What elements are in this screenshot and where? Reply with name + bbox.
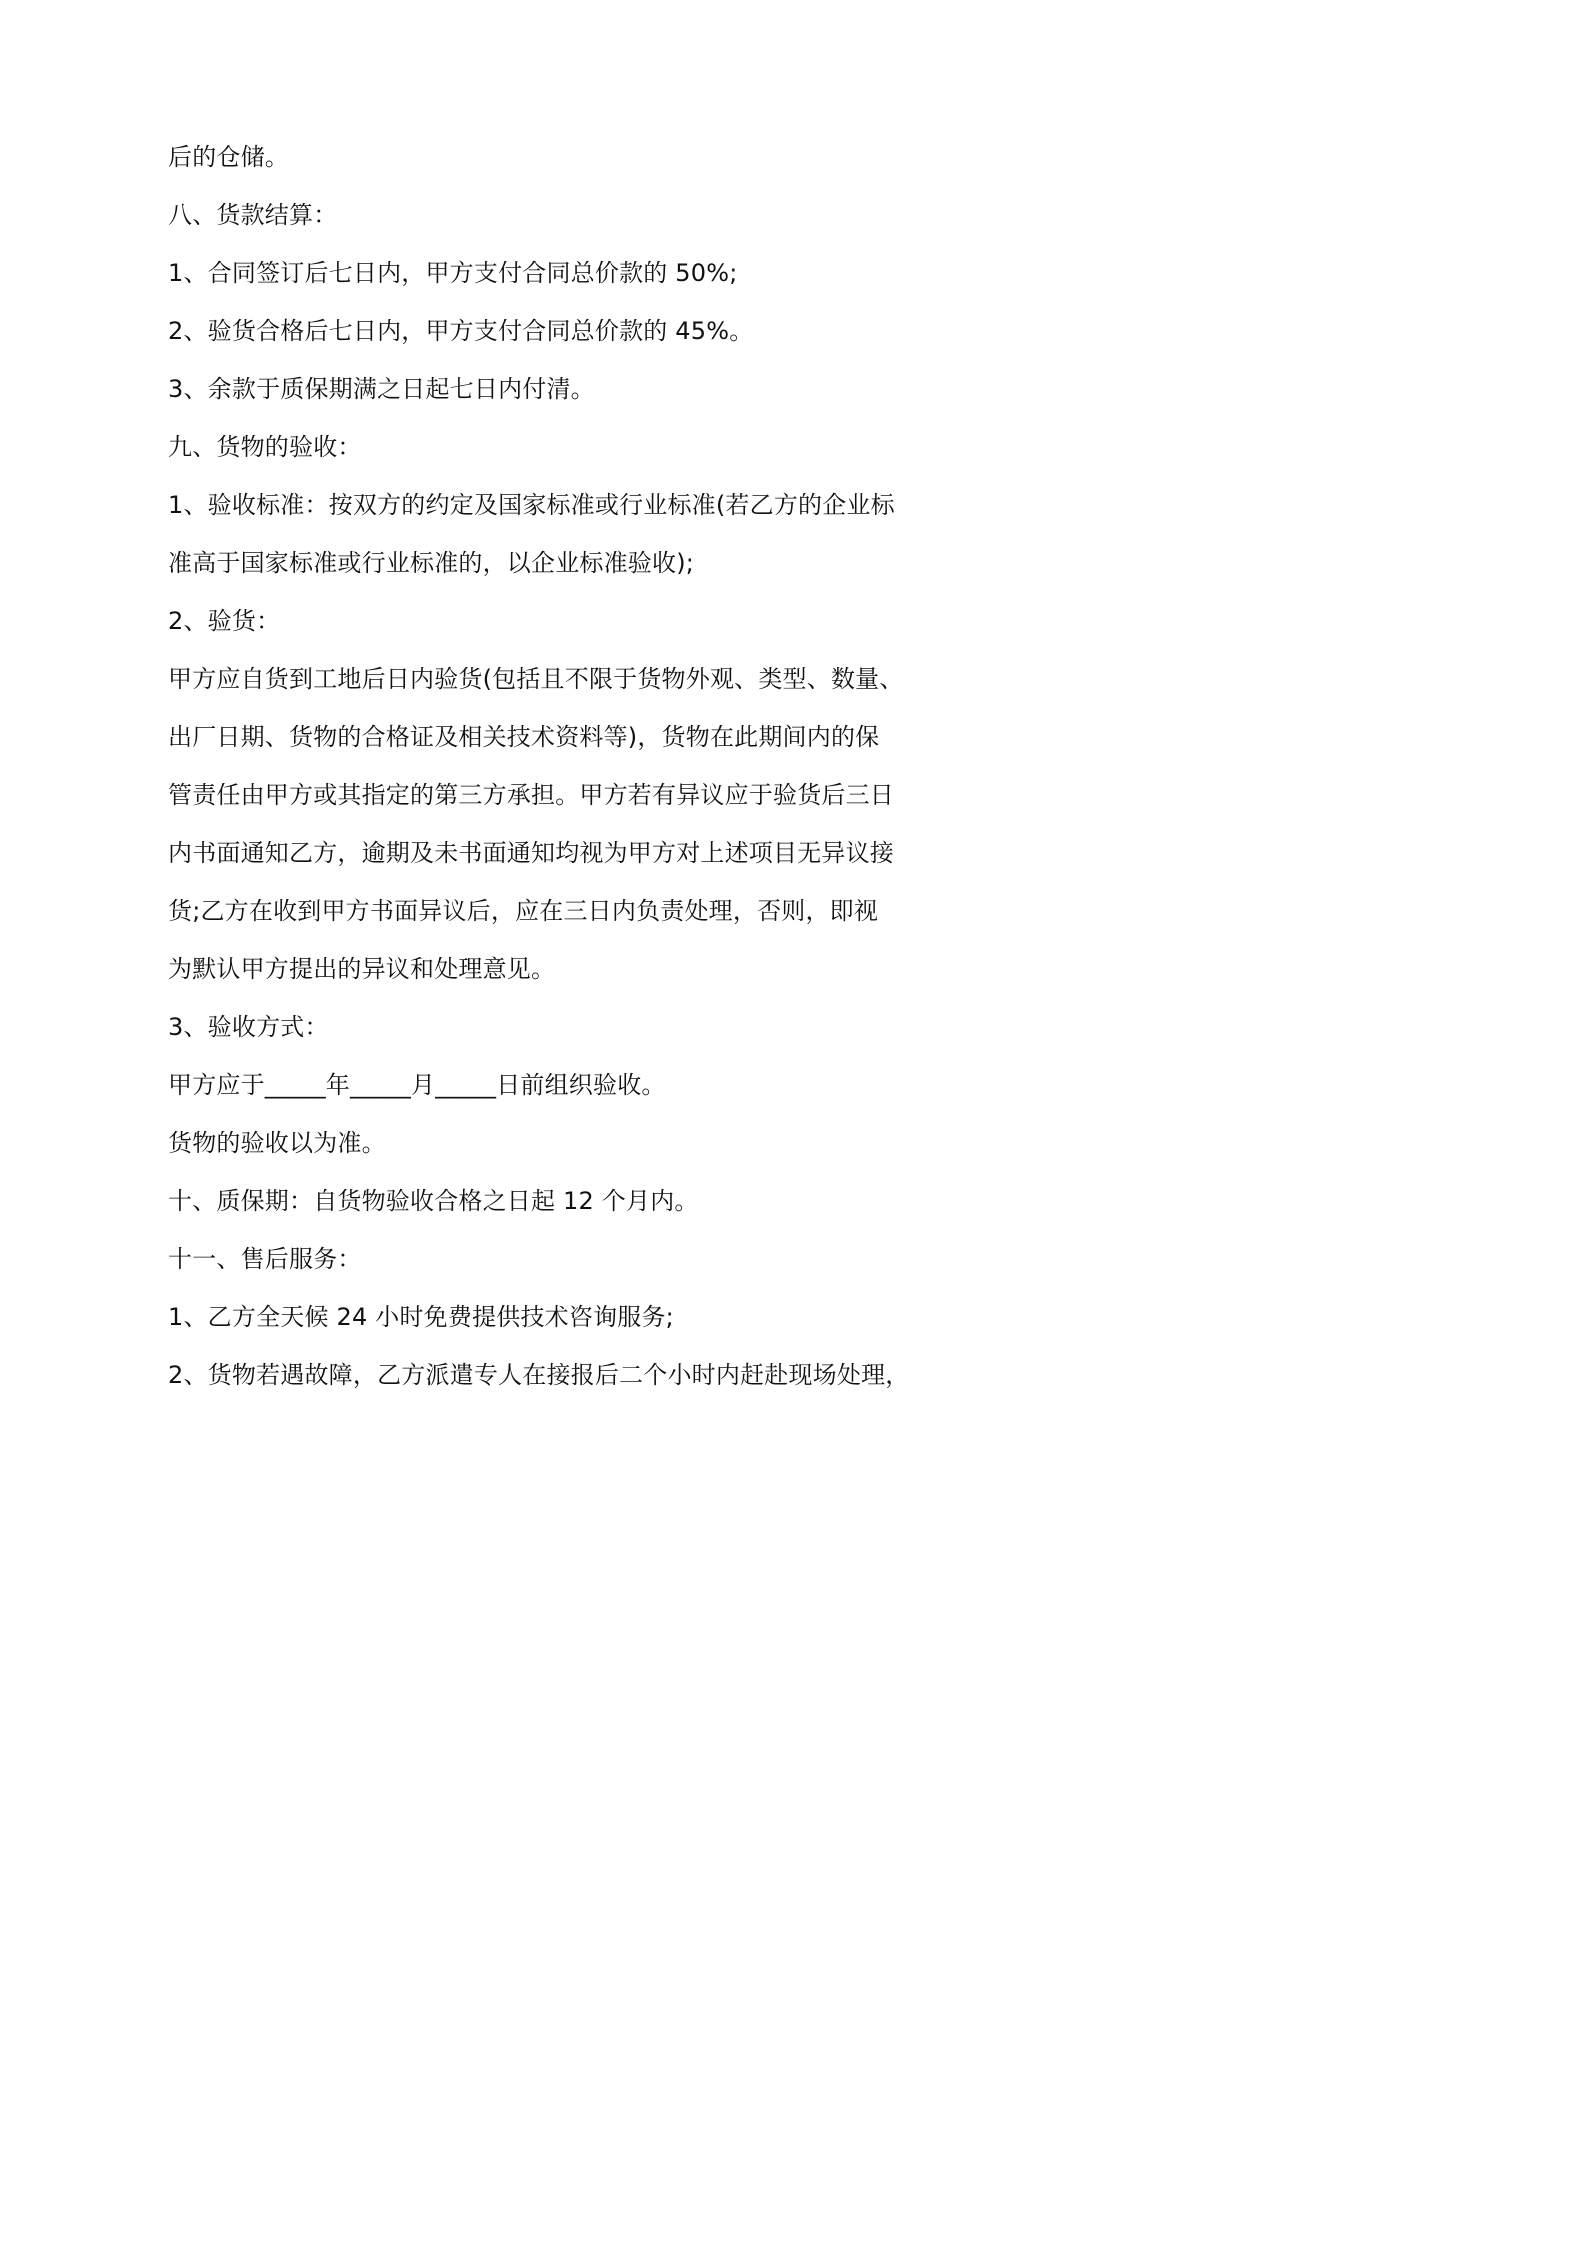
acceptance-method-heading: 3、验收方式：	[168, 1013, 329, 1041]
acceptance-basis-line: 货物的验收以为准。	[168, 1129, 386, 1157]
inspection-paragraph-line-6: 为默认甲方提出的异议和处理意见。	[168, 955, 556, 983]
document-page	[0, 0, 1101, 1557]
section-heading-acceptance: 九、货物的验收：	[168, 433, 362, 461]
inspection-paragraph-line-1: 甲方应自货到工地后日内验货(包括且不限于货物外观、类型、数量、	[168, 665, 904, 693]
inspection-paragraph-line-3: 管责任由甲方或其指定的第三方承担。甲方若有异议应于验货后三日	[168, 781, 894, 809]
payment-clause-1: 1、合同签订后七日内，甲方支付合同总价款的 50%;	[168, 259, 738, 287]
payment-clause-3: 3、余款于质保期满之日起七日内付清。	[168, 375, 595, 403]
section-heading-payment: 八、货款结算：	[168, 201, 338, 229]
after-sales-clause-2: 2、货物若遇故障，乙方派遣专人在接报后二个小时内赶赴现场处理，	[168, 1361, 910, 1389]
acceptance-standard-line-2: 准高于国家标准或行业标准的，以企业标准验收);	[168, 549, 695, 577]
payment-clause-2: 2、验货合格后七日内，甲方支付合同总价款的 45%。	[168, 317, 754, 345]
after-sales-clause-1: 1、乙方全天候 24 小时免费提供技术咨询服务;	[168, 1303, 674, 1331]
acceptance-date-line: 甲方应于_____年_____月_____日前组织验收。	[168, 1071, 666, 1099]
inspection-paragraph-line-4: 内书面通知乙方，逾期及未书面通知均视为甲方对上述项目无异议接	[168, 839, 894, 867]
text-line-continuation: 后的仓储。	[168, 143, 289, 171]
section-heading-after-sales: 十一、售后服务：	[168, 1245, 362, 1273]
inspection-heading: 2、验货：	[168, 607, 281, 635]
warranty-period-line: 十、质保期：自货物验收合格之日起 12 个月内。	[168, 1187, 699, 1215]
document-body	[168, 128, 968, 1404]
acceptance-standard-line-1: 1、验收标准：按双方的约定及国家标准或行业标准(若乙方的企业标	[168, 491, 895, 519]
inspection-paragraph-line-5: 货;乙方在收到甲方书面异议后，应在三日内负责处理，否则，即视	[168, 897, 879, 925]
inspection-paragraph-line-2: 出厂日期、货物的合格证及相关技术资料等)，货物在此期间内的保	[168, 723, 880, 751]
